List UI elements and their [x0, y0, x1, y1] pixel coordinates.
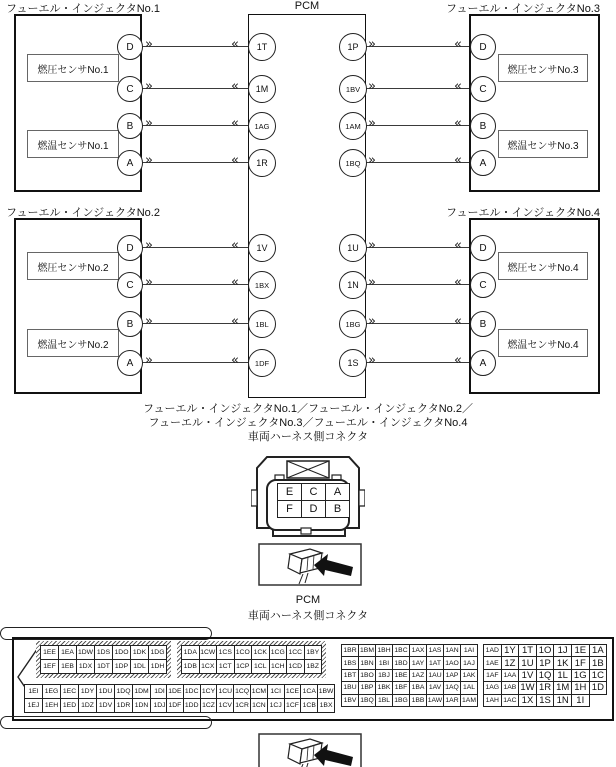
pin-cell: 1DQ [115, 685, 133, 699]
inline-connector-icon: « [454, 314, 462, 329]
pin-cell: 1AB [501, 682, 519, 694]
pin-cell: 1AA [501, 669, 519, 681]
pin-cell: 1G [571, 669, 589, 681]
pin-cell: 1DK [131, 646, 149, 660]
pin-block-frame [36, 641, 171, 678]
pin-cell: 1BH [376, 645, 393, 657]
pin-cell: 1AL [461, 682, 478, 694]
pin-cell: 1CR [234, 699, 251, 713]
pin-cell: 1CD [287, 660, 305, 674]
pin-cell: 1BN [359, 657, 376, 669]
pin-cell: 1CJ [267, 699, 284, 713]
pin-cell: 1CH [269, 660, 287, 674]
pin-cell: 1CL [252, 660, 270, 674]
inline-connector-icon: » [368, 79, 376, 94]
pcm-pin-circle: 1DF [248, 349, 276, 377]
pin-cell: 1CZ [200, 699, 217, 713]
terminal-circle: C [117, 272, 143, 298]
pin-cell: 1CW [199, 646, 217, 660]
pin-cell: 1DP [113, 660, 131, 674]
pin-cell: 1BC [393, 645, 410, 657]
pin-cell: 1BA [410, 682, 427, 694]
terminal-circle: A [117, 350, 143, 376]
pin-block [483, 644, 607, 707]
terminal-circle: A [470, 350, 496, 376]
inline-connector-icon: « [231, 79, 239, 94]
inline-connector-icon: « [454, 37, 462, 52]
pcm-connector-subtitle: 車両ハーネス側コネクタ [247, 610, 369, 622]
pin-cell: 1AX [410, 645, 427, 657]
pin-cell: 1AS [427, 645, 444, 657]
terminal-circle: C [117, 76, 143, 102]
pin-cell: 1U [519, 657, 537, 669]
pin-cell: 1CI [267, 685, 284, 699]
pin-cell: 1CP [234, 660, 252, 674]
terminal-circle: A [470, 150, 496, 176]
pin-cell: 1EJ [25, 699, 43, 713]
pin-cell: 1DO [113, 646, 131, 660]
sensor-label: 燃圧センサNo.4 [498, 252, 588, 280]
inline-connector-icon: » [145, 238, 153, 253]
pin-cell: 1EI [25, 685, 43, 699]
pin-block [40, 645, 167, 674]
pin-cell: 1F [571, 657, 589, 669]
inline-connector-icon: » [368, 238, 376, 253]
pin-cell: 1DW [77, 646, 95, 660]
pin-cell: 1BE [393, 669, 410, 681]
pin-cell: 1BQ [359, 694, 376, 706]
pin-cell: A [326, 484, 350, 501]
inline-connector-icon: « [231, 116, 239, 131]
pin-cell: 1AN [444, 645, 461, 657]
pcm-pin-circle: 1BV [339, 75, 367, 103]
pin-cell: 1DE [167, 685, 184, 699]
pcm-pin-circle: 1N [339, 271, 367, 299]
pin-cell: 1BF [393, 682, 410, 694]
inline-connector-icon: » [145, 153, 153, 168]
pin-cell: 1EF [41, 660, 59, 674]
pin-cell: 1DM [133, 685, 151, 699]
terminal-circle: D [117, 235, 143, 261]
pin-cell: 1CB [301, 699, 318, 713]
pin-cell: 1CF [284, 699, 301, 713]
inline-connector-icon: » [368, 353, 376, 368]
inline-connector-icon: » [145, 37, 153, 52]
pcm-pin-circle: 1M [248, 75, 276, 103]
pin-cell: 1CQ [234, 685, 251, 699]
pin-cell: 1DZ [79, 699, 97, 713]
inline-connector-icon: « [231, 37, 239, 52]
pin-cell: 1BG [393, 694, 410, 706]
pin-cell: 1BB [410, 694, 427, 706]
pin-cell: 1EG [43, 685, 61, 699]
sensor-label: 燃圧センサNo.3 [498, 54, 588, 82]
pin-block-frame [166, 684, 335, 713]
pin-cell: 1AO [444, 657, 461, 669]
pin-cell: 1AE [484, 657, 502, 669]
terminal-circle: A [117, 150, 143, 176]
pcm-pin-circle: 1P [339, 33, 367, 61]
sensor-label: 燃温センサNo.4 [498, 329, 588, 357]
pin-cell: 1CX [199, 660, 217, 674]
pin-cell: 1I [571, 694, 589, 706]
pin-cell: 1CM [250, 685, 267, 699]
pin-block-frame [177, 641, 326, 678]
pin-cell: D [302, 501, 326, 518]
pin-block [166, 684, 335, 713]
pin-cell: 1CN [250, 699, 267, 713]
pin-cell: 1D [589, 682, 607, 694]
pcm-title: PCM [294, 0, 320, 12]
inline-connector-icon: « [231, 238, 239, 253]
pin-cell: 1AJ [461, 657, 478, 669]
pin-cell: 1C [589, 669, 607, 681]
inline-connector-icon: « [454, 353, 462, 368]
inline-connector-icon: » [145, 353, 153, 368]
pin-cell: 1BY [304, 646, 322, 660]
pin-cell: 1AR [444, 694, 461, 706]
terminal-circle: B [470, 311, 496, 337]
inline-connector-icon: « [231, 153, 239, 168]
pin-cell: 1AY [410, 657, 427, 669]
pin-cell: 1BT [342, 669, 359, 681]
inline-connector-icon: « [231, 353, 239, 368]
pin-cell: C [302, 484, 326, 501]
pin-cell: 1CS [217, 646, 235, 660]
pin-cell: 1AI [461, 645, 478, 657]
pin-cell: 1AD [484, 645, 502, 657]
terminal-circle: D [470, 235, 496, 261]
pin-cell: 1BU [342, 682, 359, 694]
pin-cell: 1Z [501, 657, 519, 669]
pcm-pin-circle: 1BG [339, 310, 367, 338]
inline-connector-icon: » [368, 116, 376, 131]
pin-block [181, 645, 322, 674]
injector-title: フューエル・インジェクタNo.4 [446, 207, 600, 219]
pin-cell: 1AU [427, 669, 444, 681]
pin-cell: 1EH [43, 699, 61, 713]
pin-cell: 1BD [393, 657, 410, 669]
pin-cell: 1AG [484, 682, 502, 694]
pin-cell: 1AZ [410, 669, 427, 681]
pin-cell: 1DS [95, 646, 113, 660]
pin-cell: 1A [589, 645, 607, 657]
pin-cell: F [278, 501, 302, 518]
pin-cell: 1AP [444, 669, 461, 681]
pin-cell: 1AW [427, 694, 444, 706]
pin-cell: 1BL [376, 694, 393, 706]
pin-cell: 1BZ [304, 660, 322, 674]
inline-connector-icon: « [231, 314, 239, 329]
pin-cell: 1V [519, 669, 537, 681]
terminal-circle: D [117, 34, 143, 60]
pin-cell: 1AH [484, 694, 502, 706]
pin-cell: 1BW [318, 685, 335, 699]
pin-cell: 1BX [318, 699, 335, 713]
pcm-pin-circle: 1T [248, 33, 276, 61]
pin-cell: 1DD [183, 699, 200, 713]
sensor-label: 燃温センサNo.2 [27, 329, 119, 357]
pin-cell: B [326, 501, 350, 518]
pin-cell: 1AC [501, 694, 519, 706]
pin-cell: 1DY [79, 685, 97, 699]
pin-cell: 1BO [359, 669, 376, 681]
pin-cell: 1CA [301, 685, 318, 699]
sensor-label: 燃圧センサNo.1 [27, 54, 119, 82]
pin-cell: 1O [536, 645, 554, 657]
pin-cell: 1S [536, 694, 554, 706]
pin-cell: 1L [554, 669, 572, 681]
pcm-pin-circle: 1BL [248, 310, 276, 338]
pin-cell: 1AT [427, 657, 444, 669]
terminal-circle: C [470, 272, 496, 298]
pin-cell: 1ED [61, 699, 79, 713]
inline-connector-icon: « [454, 238, 462, 253]
pin-cell: 1AM [461, 694, 478, 706]
sensor-label: 燃温センサNo.3 [498, 130, 588, 158]
pin-cell: 1DU [97, 685, 115, 699]
pin-cell: 1AF [484, 669, 502, 681]
pin-cell: 1DL [131, 660, 149, 674]
pin-cell: 1DT [95, 660, 113, 674]
pin-cell: 1BI [376, 657, 393, 669]
pin-cell: 1EC [61, 685, 79, 699]
pin-cell: 1P [536, 657, 554, 669]
pin-cell: 1DG [149, 646, 167, 660]
inline-connector-icon: » [368, 275, 376, 290]
pin-block [341, 644, 478, 707]
pcm-connector-title: PCM [295, 594, 321, 606]
pcm-pin-circle: 1V [248, 234, 276, 262]
inline-connector-icon: » [368, 153, 376, 168]
pin-cell: E [278, 484, 302, 501]
pin-cell: 1BJ [376, 669, 393, 681]
pin-cell: 1T [519, 645, 537, 657]
pin-cell: 1J [554, 645, 572, 657]
pin-cell: 1BS [342, 657, 359, 669]
pcm-pin-circle: 1AG [248, 112, 276, 140]
pin-cell: 1BP [359, 682, 376, 694]
inline-connector-icon: « [454, 79, 462, 94]
pin-cell: 1CK [252, 646, 270, 660]
injector-title: フューエル・インジェクタNo.2 [6, 207, 160, 219]
injector-title: フューエル・インジェクタNo.1 [6, 3, 160, 15]
inline-connector-icon: » [145, 314, 153, 329]
inline-connector-icon: « [231, 275, 239, 290]
pcm-pin-circle: 1AM [339, 112, 367, 140]
harness-caption-line3: 車両ハーネス側コネクタ [247, 431, 369, 443]
injector-title: フューエル・インジェクタNo.3 [446, 3, 600, 15]
pin-block-frame [483, 644, 607, 707]
pin-cell: 1CU [217, 685, 234, 699]
inline-connector-icon: » [145, 275, 153, 290]
terminal-circle: C [470, 76, 496, 102]
pin-cell: 1DC [183, 685, 200, 699]
pcm-pin-circle: 1BQ [339, 149, 367, 177]
pin-cell: 1EA [59, 646, 77, 660]
inline-connector-icon: « [454, 116, 462, 131]
pin-cell: 1DN [133, 699, 151, 713]
pin-cell: 1CC [287, 646, 305, 660]
pcm-pin-circle: 1BX [248, 271, 276, 299]
pin-cell: 1DH [149, 660, 167, 674]
inline-connector-icon: » [368, 37, 376, 52]
pin-cell: 1DJ [151, 699, 169, 713]
pin-cell: 1DF [167, 699, 184, 713]
pin-cell: 1EB [59, 660, 77, 674]
inline-connector-icon: » [368, 314, 376, 329]
pin-cell: 1M [554, 682, 572, 694]
sensor-label: 燃圧センサNo.2 [27, 252, 119, 280]
inline-connector-icon: « [454, 275, 462, 290]
pin-cell: 1DB [182, 660, 200, 674]
inline-connector-icon: » [145, 116, 153, 131]
pin-cell: 1B [589, 657, 607, 669]
terminal-circle: B [470, 113, 496, 139]
pin-cell: 1K [554, 657, 572, 669]
pin-cell: 1Y [501, 645, 519, 657]
pin-cell: 1BV [342, 694, 359, 706]
pin-cell: 1H [571, 682, 589, 694]
pin-cell: 1DV [97, 699, 115, 713]
terminal-circle: B [117, 311, 143, 337]
pin-cell: 1CE [284, 685, 301, 699]
connector-view-icon [258, 733, 362, 767]
pcm-pin-circle: 1S [339, 349, 367, 377]
pin-cell: 1CG [269, 646, 287, 660]
inline-connector-icon: » [145, 79, 153, 94]
pin-cell: 1DR [115, 699, 133, 713]
pin-cell: 1BM [359, 645, 376, 657]
pin-block-frame [24, 684, 169, 713]
pin-block [24, 684, 169, 713]
inline-connector-icon: « [454, 153, 462, 168]
pin-cell: 1W [520, 682, 535, 694]
pin-cell: 1CV [217, 699, 234, 713]
harness-caption-line2: フューエル・インジェクタNo.3／フューエル・インジェクタNo.4 [148, 417, 468, 429]
pin-cell: 1X [519, 694, 537, 706]
pin-cell: 1CY [200, 685, 217, 699]
pin-cell: 1AK [461, 669, 478, 681]
pin-cell: 1BR [342, 645, 359, 657]
sensor-label: 燃温センサNo.1 [27, 130, 119, 158]
harness-caption-line1: フューエル・インジェクタNo.1／フューエル・インジェクタNo.2／ [143, 403, 473, 415]
pin-cell: 1DI [151, 685, 169, 699]
pin-block-frame [341, 644, 478, 707]
pin-cell: 1AQ [444, 682, 461, 694]
pin-cell: 1DX [77, 660, 95, 674]
terminal-circle: D [470, 34, 496, 60]
pin-cell: 1CO [234, 646, 252, 660]
terminal-circle: B [117, 113, 143, 139]
pcm-pin-circle: 1R [248, 149, 276, 177]
pin-cell: 1EE [41, 646, 59, 660]
pin-cell: 1DA [182, 646, 200, 660]
pin-cell: 1E [571, 645, 589, 657]
pcm-pin-circle: 1U [339, 234, 367, 262]
pin-cell: 1R [536, 682, 554, 694]
pin-cell: 1AV [427, 682, 444, 694]
pin-cell: 1BK [376, 682, 393, 694]
pin-cell: 1N [554, 694, 572, 706]
pin-cell: 1CT [217, 660, 235, 674]
pin-cell: 1Q [536, 669, 554, 681]
